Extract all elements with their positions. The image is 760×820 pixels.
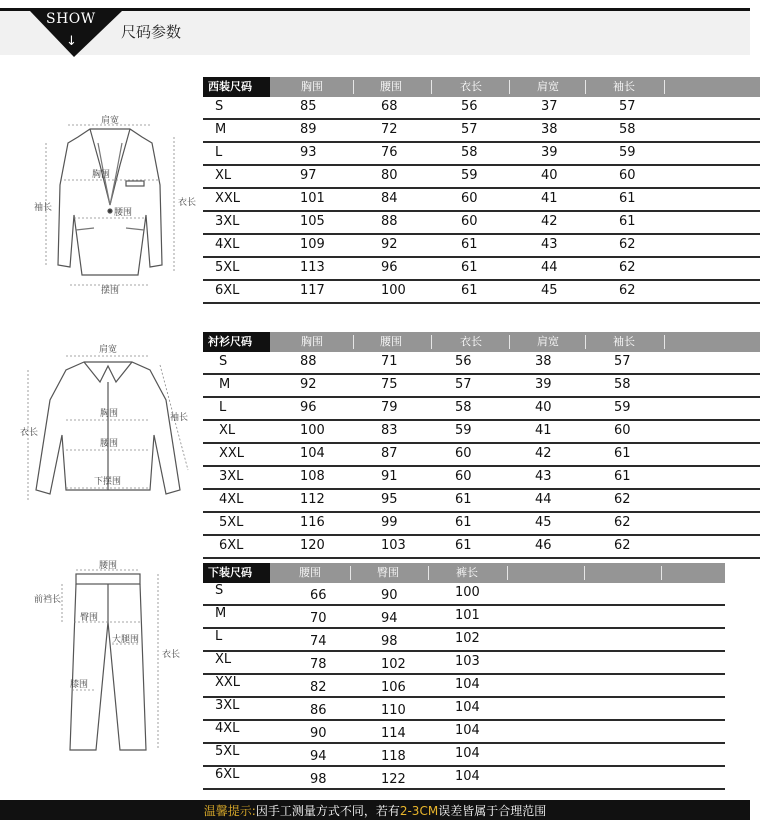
table-cell: 59 (461, 168, 478, 183)
table-cell: 70 (310, 611, 327, 626)
table-row (203, 166, 760, 189)
table-row (203, 744, 725, 767)
suit-sleeve-label: 袖长 (34, 203, 53, 213)
table-cell: 103 (381, 538, 406, 553)
table-cell: 104 (300, 446, 325, 461)
size-cell: XL (215, 168, 232, 183)
table-cell: 68 (381, 99, 398, 114)
table-cell: 58 (619, 122, 636, 137)
table-cell: 43 (535, 469, 552, 484)
table-row (203, 721, 725, 744)
page-title: 尺码参数 (121, 23, 182, 41)
table-cell: 76 (381, 145, 398, 160)
header-separator (509, 335, 510, 349)
table-cell: 39 (535, 377, 552, 392)
shirt-sleeve-label: 袖长 (170, 413, 189, 423)
table-cell: 60 (461, 191, 478, 206)
table-cell: 100 (455, 585, 480, 600)
table-cell: 99 (381, 515, 398, 530)
table-body (203, 583, 725, 790)
table-cell: 106 (381, 680, 406, 695)
table-cell: 38 (535, 354, 552, 369)
table-cell: 95 (381, 492, 398, 507)
shirt-hem-label: 下摆围 (94, 477, 122, 487)
table-cell: 62 (614, 538, 631, 553)
table-header-cell: 裤长 (456, 566, 478, 579)
table-cell: 112 (300, 492, 325, 507)
pants-diagram (30, 562, 190, 762)
table-cell: 96 (381, 260, 398, 275)
table-header-cell: 衣长 (460, 335, 482, 348)
table-cell: 110 (381, 703, 406, 718)
table-header-cell: 袖长 (613, 80, 635, 93)
size-cell: 3XL (215, 698, 240, 713)
table-cell: 92 (381, 237, 398, 252)
shirt-length-label: 衣长 (20, 428, 39, 438)
table-row (203, 189, 760, 212)
table-cell: 117 (300, 283, 325, 298)
size-cell: M (219, 377, 231, 392)
table-header-cell: 胸围 (301, 80, 323, 93)
table-row (203, 281, 760, 304)
table-cell: 40 (535, 400, 552, 415)
size-cell: 6XL (215, 767, 240, 782)
table-header (203, 77, 760, 97)
pants-front-rise-label: 前裆长 (34, 595, 62, 605)
table-cell: 94 (381, 611, 398, 626)
table-cell: 72 (381, 122, 398, 137)
table-cell: 60 (455, 446, 472, 461)
table-body (203, 352, 760, 559)
table-cell: 86 (310, 703, 327, 718)
table-cell: 61 (614, 446, 631, 461)
table-header-cell: 臀围 (377, 566, 399, 579)
footer-text-before: 因手工测量方式不同，若有 (255, 804, 400, 818)
table-cell: 101 (455, 608, 480, 623)
size-cell: 5XL (215, 260, 240, 275)
table-cell: 85 (300, 99, 317, 114)
table-cell: 59 (455, 423, 472, 438)
table-cell: 74 (310, 634, 327, 649)
table-cell: 102 (455, 631, 480, 646)
footer-highlight: 2-3CM (399, 804, 439, 818)
table-cell: 78 (310, 657, 327, 672)
table-cell: 46 (535, 538, 552, 553)
table-cell: 105 (300, 214, 325, 229)
table-cell: 62 (619, 237, 636, 252)
header-separator (353, 80, 354, 94)
table-row (203, 467, 760, 490)
size-cell: XXL (219, 446, 245, 461)
table-cell: 43 (541, 237, 558, 252)
table-cell: 120 (300, 538, 325, 553)
table-cell: 38 (541, 122, 558, 137)
table-cell: 60 (461, 214, 478, 229)
table-header (203, 332, 760, 352)
suit-size-table (203, 77, 760, 304)
table-header-cell: 衣长 (460, 80, 482, 93)
table-cell: 83 (381, 423, 398, 438)
table-cell: 71 (381, 354, 398, 369)
table-cell: 37 (541, 99, 558, 114)
size-cell: XL (215, 652, 232, 667)
table-row (203, 235, 760, 258)
table-row (203, 143, 760, 166)
header-separator (431, 80, 432, 94)
table-row (203, 513, 760, 536)
table-cell: 100 (381, 283, 406, 298)
table-cell: 58 (455, 400, 472, 415)
table-cell: 98 (310, 772, 327, 787)
size-cell: 6XL (215, 283, 240, 298)
size-cell: S (219, 354, 228, 369)
table-cell: 62 (614, 492, 631, 507)
table-row (203, 398, 760, 421)
header-separator (585, 80, 586, 94)
table-cell: 61 (455, 538, 472, 553)
table-cell: 75 (381, 377, 398, 392)
table-header (203, 563, 725, 583)
table-row (203, 212, 760, 235)
table-cell: 82 (310, 680, 327, 695)
table-cell: 88 (300, 354, 317, 369)
table-row (203, 258, 760, 281)
table-cell: 116 (300, 515, 325, 530)
table-row (203, 652, 725, 675)
table-cell: 102 (381, 657, 406, 672)
table-header-cell: 肩宽 (537, 335, 559, 348)
table-cell: 101 (300, 191, 325, 206)
size-cell: 4XL (215, 237, 240, 252)
table-body (203, 97, 760, 304)
suit-diagram (30, 115, 197, 296)
table-row (203, 97, 760, 120)
size-cell: 4XL (219, 492, 244, 507)
table-cell: 39 (541, 145, 558, 160)
table-row (203, 375, 760, 398)
header-separator (584, 566, 585, 580)
header-separator (664, 80, 665, 94)
table-cell: 92 (300, 377, 317, 392)
table-row (203, 675, 725, 698)
table-cell: 108 (300, 469, 325, 484)
table-row (203, 629, 725, 652)
size-cell: M (215, 606, 227, 621)
table-cell: 56 (461, 99, 478, 114)
shirt-waist-label: 腰围 (100, 439, 119, 449)
table-cell: 104 (455, 723, 480, 738)
table-row (203, 352, 760, 375)
size-cell: 6XL (219, 538, 244, 553)
size-cell: L (215, 145, 223, 160)
show-badge (0, 0, 130, 60)
table-cell: 98 (381, 634, 398, 649)
table-row (203, 490, 760, 513)
table-header-cell: 腰围 (299, 566, 321, 579)
size-cell: 3XL (219, 469, 244, 484)
table-cell: 62 (619, 283, 636, 298)
footer-text-after: 误差皆属于合理范围 (438, 804, 547, 818)
suit-chest-label: 胸围 (92, 170, 111, 180)
table-cell: 61 (461, 237, 478, 252)
table-cell: 79 (381, 400, 398, 415)
suit-shoulder-label: 肩宽 (100, 116, 120, 126)
pants-length-label: 衣长 (162, 650, 181, 660)
table-header-cell: 腰围 (380, 335, 402, 348)
table-cell: 93 (300, 145, 317, 160)
suit-length-label: 衣长 (178, 198, 197, 208)
table-cell: 113 (300, 260, 325, 275)
size-cell: XXL (215, 191, 241, 206)
table-cell: 57 (619, 99, 636, 114)
size-cell: M (215, 122, 227, 137)
table-row (203, 421, 760, 444)
size-cell: 5XL (215, 744, 240, 759)
table-cell: 90 (310, 726, 327, 741)
table-cell: 103 (455, 654, 480, 669)
size-cell: S (215, 99, 224, 114)
table-cell: 44 (535, 492, 552, 507)
table-cell: 61 (614, 469, 631, 484)
header-separator (507, 566, 508, 580)
table-cell: 90 (381, 588, 398, 603)
size-cell: XL (219, 423, 236, 438)
table-row (203, 536, 760, 559)
table-cell: 61 (619, 191, 636, 206)
header-separator (350, 566, 351, 580)
header-separator (661, 566, 662, 580)
table-cell: 94 (310, 749, 327, 764)
table-cell: 97 (300, 168, 317, 183)
header-separator (353, 335, 354, 349)
footer-text (0, 802, 750, 819)
size-cell: 4XL (215, 721, 240, 736)
table-row (203, 120, 760, 143)
table-cell: 66 (310, 588, 327, 603)
header-separator (431, 335, 432, 349)
pants-hip-label: 臀围 (80, 613, 99, 623)
table-cell: 80 (381, 168, 398, 183)
table-cell: 41 (541, 191, 558, 206)
table-cell: 42 (541, 214, 558, 229)
size-cell: S (215, 583, 224, 598)
table-cell: 87 (381, 446, 398, 461)
table-cell: 61 (461, 260, 478, 275)
table-cell: 56 (455, 354, 472, 369)
table-header-cell: 西装尺码 (203, 77, 270, 97)
shirt-size-table (203, 332, 760, 559)
header-separator (664, 335, 665, 349)
header-separator (509, 80, 510, 94)
table-cell: 58 (461, 145, 478, 160)
size-cell: L (219, 400, 227, 415)
table-header-cell: 袖长 (613, 335, 635, 348)
table-row (203, 444, 760, 467)
size-cell: XXL (215, 675, 241, 690)
table-cell: 59 (619, 145, 636, 160)
shirt-chest-label: 胸围 (100, 409, 119, 419)
table-row (203, 698, 725, 721)
table-cell: 45 (541, 283, 558, 298)
table-cell: 59 (614, 400, 631, 415)
table-cell: 100 (300, 423, 325, 438)
table-cell: 41 (535, 423, 552, 438)
table-cell: 61 (455, 515, 472, 530)
size-cell: 3XL (215, 214, 240, 229)
table-cell: 118 (381, 749, 406, 764)
down-arrow-icon: ↓ (66, 34, 77, 49)
footer-notice (0, 800, 750, 820)
header-separator (585, 335, 586, 349)
table-cell: 104 (455, 769, 480, 784)
shirt-diagram (20, 340, 195, 510)
table-header-cell: 下装尺码 (203, 563, 270, 583)
table-cell: 57 (455, 377, 472, 392)
shirt-shoulder-label: 肩宽 (98, 345, 118, 355)
table-cell: 40 (541, 168, 558, 183)
table-cell: 60 (455, 469, 472, 484)
pants-knee-label: 膝围 (70, 680, 89, 690)
table-cell: 109 (300, 237, 325, 252)
pants-size-table (203, 563, 725, 790)
table-cell: 122 (381, 772, 406, 787)
table-cell: 96 (300, 400, 317, 415)
table-cell: 61 (619, 214, 636, 229)
table-header-cell: 胸围 (301, 335, 323, 348)
table-cell: 45 (535, 515, 552, 530)
table-cell: 104 (455, 677, 480, 692)
table-cell: 114 (381, 726, 406, 741)
table-cell: 62 (614, 515, 631, 530)
table-cell: 58 (614, 377, 631, 392)
table-cell: 57 (461, 122, 478, 137)
footer-warn-label: 温馨提示: (203, 804, 256, 818)
table-cell: 89 (300, 122, 317, 137)
table-cell: 91 (381, 469, 398, 484)
table-cell: 84 (381, 191, 398, 206)
table-cell: 61 (455, 492, 472, 507)
table-cell: 60 (619, 168, 636, 183)
suit-waist-label: 腰围 (114, 208, 133, 218)
table-row (203, 767, 725, 790)
table-cell: 57 (614, 354, 631, 369)
pants-waist-label: 腰围 (98, 561, 118, 571)
pants-thigh-label: 大腿围 (112, 635, 140, 645)
table-cell: 62 (619, 260, 636, 275)
table-header-cell: 腰围 (380, 80, 402, 93)
table-cell: 61 (461, 283, 478, 298)
show-label: SHOW (46, 11, 96, 27)
table-cell: 60 (614, 423, 631, 438)
size-cell: L (215, 629, 223, 644)
suit-hem-label: 摆围 (100, 286, 120, 296)
table-cell: 104 (455, 746, 480, 761)
table-cell: 42 (535, 446, 552, 461)
table-row (203, 583, 725, 606)
table-row (203, 606, 725, 629)
table-cell: 44 (541, 260, 558, 275)
table-header-cell: 肩宽 (537, 80, 559, 93)
table-cell: 88 (381, 214, 398, 229)
table-header-cell: 衬衫尺码 (203, 332, 270, 352)
header-separator (428, 566, 429, 580)
size-cell: 5XL (219, 515, 244, 530)
table-cell: 104 (455, 700, 480, 715)
